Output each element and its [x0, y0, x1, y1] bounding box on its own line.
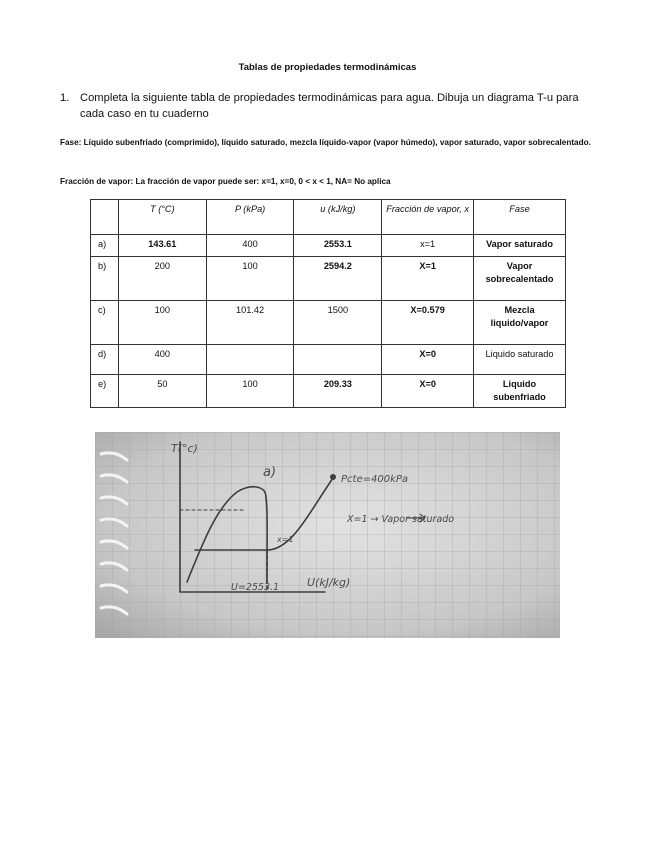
question-number: 1. [60, 92, 70, 104]
cell-vapor-fraction: x=1 [382, 235, 474, 257]
cell-phase: Liquido subenfriado [474, 375, 566, 408]
cell-pressure [206, 345, 294, 375]
row-label: e) [91, 375, 119, 408]
cell-vapor-fraction: X=1 [382, 257, 474, 301]
state-note: X=1 → Vapor saturado [347, 514, 455, 525]
question-text: Completa la siguiente tabla de propiedades termodinámicas para agua. Dibuja un diagrama T-u para cada caso en tu cuaderno [80, 92, 579, 120]
x-axis-note: U=2553.1 [231, 582, 280, 593]
axis-y-label: T(°c) [171, 442, 198, 455]
document-title: Tablas de propiedades termodinámicas [238, 62, 417, 73]
paper-grid [95, 432, 560, 638]
table-row [91, 345, 566, 375]
fase-definition: Fase: Líquido subenfriado (comprimido), líquido saturado, mezcla líquido-vapor (vapor húmedo), vapor saturado, vapor sobrecalentado. [60, 138, 591, 147]
table-row [91, 235, 566, 257]
cell-temperature: 50 [118, 375, 206, 408]
row-label: a) [91, 235, 119, 257]
question-1 [60, 90, 605, 122]
header-vapor-fraction: Fracción de vapor, x [382, 200, 474, 235]
vapor-fraction-definition: Fracción de vapor: La fracción de vapor puede ser: x=1, x=0, 0 < x < 1, NA= No aplica [60, 177, 391, 186]
cell-phase: Liquido saturado [474, 345, 566, 375]
table-row [91, 257, 566, 301]
header-phase: Fase [474, 200, 566, 235]
cell-pressure: 101.42 [206, 301, 294, 345]
cell-temperature: 200 [118, 257, 206, 301]
cell-pressure: 100 [206, 375, 294, 408]
table-row [91, 301, 566, 345]
cell-internal-energy: 209.33 [294, 375, 382, 408]
pressure-point [331, 475, 335, 479]
point-label: Pcte=400kPa [341, 474, 409, 485]
axis-x-label: U(kJ/kg) [307, 576, 351, 589]
properties-table [90, 199, 566, 408]
row-label: d) [91, 345, 119, 375]
x-label: x=1 [277, 535, 294, 544]
row-label: c) [91, 301, 119, 345]
header-internal-energy: u (kJ/kg) [294, 200, 382, 235]
cell-temperature: 400 [118, 345, 206, 375]
cell-vapor-fraction: X=0.579 [382, 301, 474, 345]
cell-internal-energy: 2553.1 [294, 235, 382, 257]
row-label: b) [91, 257, 119, 301]
header-temperature: T (°C) [118, 200, 206, 235]
header-case [91, 200, 119, 235]
cell-pressure: 100 [206, 257, 294, 301]
cell-internal-energy [294, 345, 382, 375]
cell-phase: Vapor saturado [474, 235, 566, 257]
cell-internal-energy: 2594.2 [294, 257, 382, 301]
cell-temperature: 100 [118, 301, 206, 345]
case-label: a) [263, 465, 277, 480]
header-pressure: P (kPa) [206, 200, 294, 235]
table-row [91, 375, 566, 408]
table-header-row [91, 200, 566, 235]
cell-pressure: 400 [206, 235, 294, 257]
cell-vapor-fraction: X=0 [382, 345, 474, 375]
cell-internal-energy: 1500 [294, 301, 382, 345]
cell-temperature: 143.61 [118, 235, 206, 257]
cell-phase: Mezcla liquido/vapor [474, 301, 566, 345]
notebook-sketch-photo [95, 432, 560, 638]
cell-phase: Vapor sobrecalentado [474, 257, 566, 301]
cell-vapor-fraction: X=0 [382, 375, 474, 408]
